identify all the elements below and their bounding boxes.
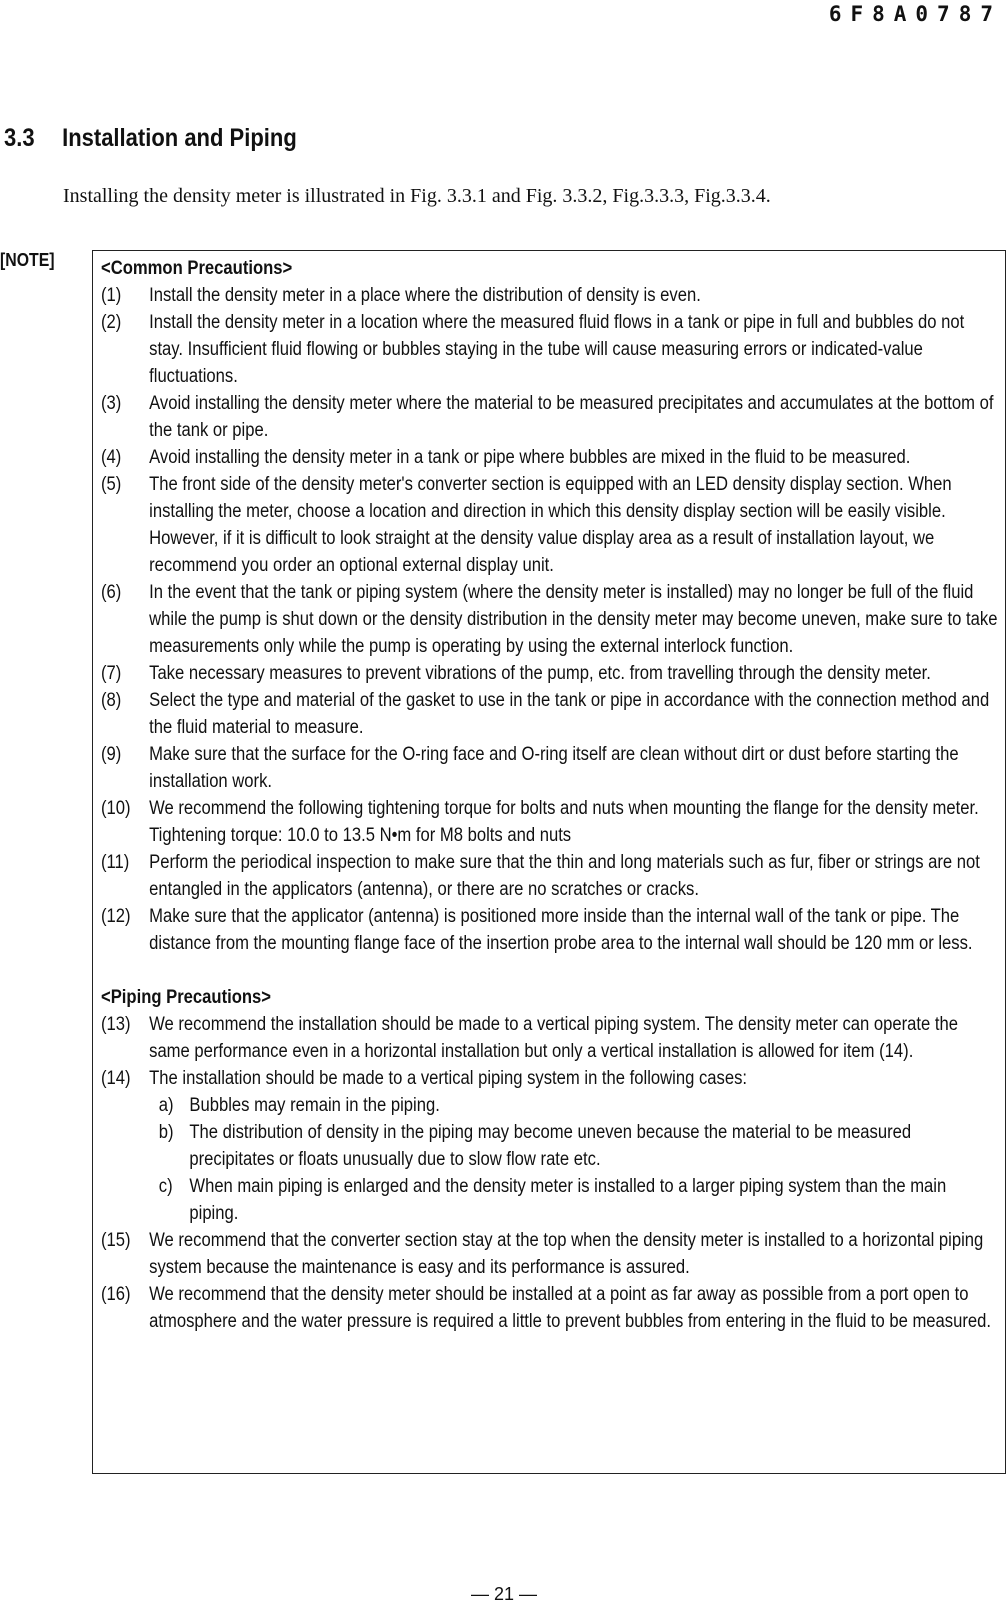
item-number: (6) — [101, 582, 122, 603]
item-text: Install the density meter in a location where the measured fluid flows in a tank or pipe in full and bubbles do not stay. Insufficient fluid flowing or bubbles staying in the tube will cause measuring errors or indicated-value fluctuations. — [149, 312, 965, 387]
sub-list-item — [101, 1173, 998, 1227]
item-text: We recommend the installation should be made to a vertical piping system. The density meter can operate the same performance even in a horizontal installation but only a vertical installation is allowed for item (14). — [149, 1014, 959, 1062]
item-number: (14) — [101, 1068, 131, 1089]
item-number: (11) — [101, 852, 130, 873]
item-text: We recommend that the converter section stay at the top when the density meter is installed to a horizontal piping system because the maintenance is easy and its performance is assured. — [149, 1230, 984, 1278]
section-number: 3.3 — [4, 124, 35, 152]
item-number: (3) — [101, 393, 122, 414]
sub-item-text: Bubbles may remain in the piping. — [189, 1095, 440, 1116]
item-number: (16) — [101, 1284, 131, 1305]
section-title: Installation and Piping — [62, 124, 297, 152]
item-number: (13) — [101, 1014, 131, 1035]
item-text: The front side of the density meter's converter section is equipped with an LED density display section. When installing the meter, choose a location and direction in which this density display section will be easily visible. However, if it is difficult to look straight at the density value display area as a result of installation layout, we recommend you order an optional external display unit. — [149, 474, 952, 576]
list-item — [101, 660, 998, 687]
item-number: (2) — [101, 312, 122, 333]
item-number: (9) — [101, 744, 122, 765]
section-heading — [4, 124, 297, 153]
item-text: We recommend the following tightening torque for bolts and nuts when mounting the flange for the density meter. Tightening torque: 10.0 to 13.5 N•m for M8 bolts and nuts — [149, 798, 979, 846]
item-number: (5) — [101, 474, 122, 495]
sub-list-item — [101, 1119, 998, 1173]
item-number: (12) — [101, 906, 131, 927]
sub-item-letter: a) — [158, 1095, 174, 1116]
item-text: Perform the periodical inspection to make sure that the thin and long materials such as fur, fiber or strings are not entangled in the applicators (antenna), or there are no scratches or cracks. — [149, 852, 980, 900]
piping-precautions-heading: <Piping Precautions> — [101, 987, 271, 1008]
item-number: (7) — [101, 663, 122, 684]
document-id: 6F8A0787 — [828, 2, 1002, 26]
list-item — [101, 390, 998, 444]
common-precautions-heading: <Common Precautions> — [101, 258, 293, 279]
item-number: (10) — [101, 798, 131, 819]
item-text: Take necessary measures to prevent vibrations of the pump, etc. from travelling through the density meter. — [149, 663, 931, 684]
item-text: Avoid installing the density meter in a tank or pipe where bubbles are mixed in the fluid to be measured. — [149, 447, 911, 468]
item-text: Install the density meter in a place where the distribution of density is even. — [149, 285, 701, 306]
item-text: Select the type and material of the gasket to use in the tank or pipe in accordance with the connection method and the fluid material to measure. — [149, 690, 990, 738]
list-item — [101, 309, 998, 390]
section-spacer — [101, 957, 998, 984]
list-item — [101, 471, 998, 579]
item-number: (8) — [101, 690, 122, 711]
item-text: We recommend that the density meter should be installed at a point as far away as possible from a port open to atmosphere and the water pressure is required a little to prevent bubbles from entering in the fluid to be measured. — [149, 1284, 992, 1332]
sub-list-item — [101, 1092, 998, 1119]
list-item — [101, 444, 998, 471]
note-content — [101, 255, 998, 1335]
item-text: The installation should be made to a vertical piping system in the following cases: — [149, 1068, 748, 1089]
list-item — [101, 849, 998, 903]
list-item — [101, 903, 998, 957]
intro-paragraph: Installing the density meter is illustrated in Fig. 3.3.1 and Fig. 3.3.2, Fig.3.3.3, Fig.3.3.4. — [63, 185, 771, 207]
list-item — [101, 579, 998, 660]
sub-item-letter: b) — [158, 1122, 174, 1143]
list-item — [101, 687, 998, 741]
item-number: (1) — [101, 285, 122, 306]
note-box — [92, 250, 1006, 1474]
list-item — [101, 741, 998, 795]
list-item — [101, 795, 998, 849]
list-item — [101, 1011, 998, 1065]
list-item — [101, 1227, 998, 1281]
item-text: Make sure that the applicator (antenna) is positioned more inside than the internal wall of the tank or pipe. The distance from the mounting flange face of the insertion probe area to the internal wall should be 120 mm or less. — [149, 906, 973, 954]
list-item — [101, 282, 998, 309]
item-number: (15) — [101, 1230, 131, 1251]
item-text: In the event that the tank or piping system (where the density meter is installed) may no longer be full of the fluid while the pump is shut down or the density distribution in the density meter may become uneven, make sure to take measurements only while the pump is operating by using the external interlock function. — [149, 582, 998, 657]
list-item — [101, 1065, 998, 1092]
page-number: — 21 — — [470, 1584, 538, 1604]
list-item — [101, 1281, 998, 1335]
item-text: Avoid installing the density meter where the material to be measured precipitates and accumulates at the bottom of the tank or pipe. — [149, 393, 994, 441]
item-text: Make sure that the surface for the O-ring face and O-ring itself are clean without dirt or dust before starting the installation work. — [149, 744, 959, 792]
sub-item-letter: c) — [158, 1176, 173, 1197]
sub-item-text: The distribution of density in the piping may become uneven because the material to be measured precipitates or floats unusually due to slow flow rate etc. — [189, 1122, 912, 1170]
item-number: (4) — [101, 447, 122, 468]
sub-item-text: When main piping is enlarged and the density meter is installed to a larger piping system than the main piping. — [189, 1176, 947, 1224]
note-label: [NOTE] — [0, 250, 55, 270]
